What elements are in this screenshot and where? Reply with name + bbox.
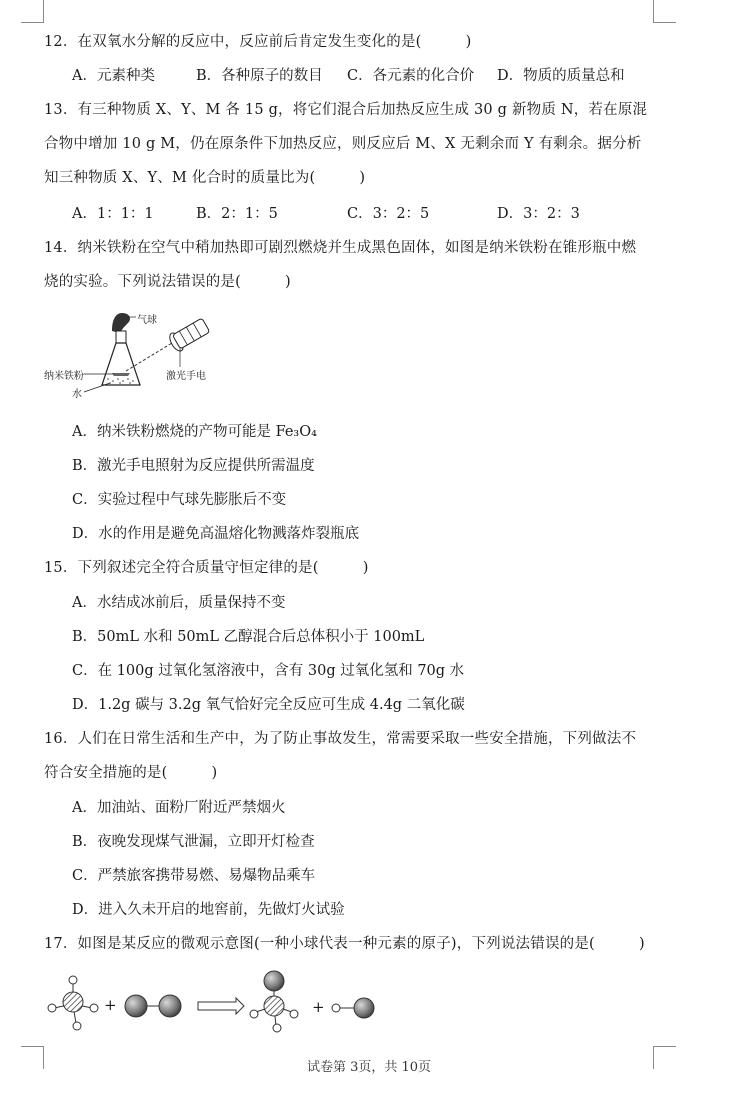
q14-option-a: A．纳米铁粉燃烧的产物可能是 Fe₃O₄ (72, 424, 317, 440)
q12-option-d: D．物质的质量总和 (497, 68, 625, 84)
page-footer: 试卷第 3页，共 10页 (306, 1060, 432, 1075)
q14-option-c: C．实验过程中气球先膨胀后不变 (72, 492, 287, 508)
q14-option-b: B．激光手电照射为反应提供所需温度 (72, 458, 315, 474)
q17-stem: 17．如图是某反应的微观示意图(一种小球代表一种元素的原子)，下列说法错误的是( ) (44, 936, 645, 952)
molecule-reaction-svg (40, 968, 380, 1034)
q13-option-b: B．2：1：5 (196, 206, 278, 222)
label-balloon: 气球 (137, 315, 157, 326)
q13-option-d: D．3：2：3 (497, 206, 580, 222)
reaction-arrow (198, 998, 244, 1014)
q15-option-a: A．水结成冰前后，质量保持不变 (72, 595, 286, 611)
reactant-molecule-1 (48, 976, 98, 1030)
label-water: 水 (72, 389, 82, 400)
flask-neck (116, 331, 126, 343)
balloon-shape (112, 313, 130, 333)
q16-option-a: A．加油站、面粉厂附近严禁烟火 (72, 800, 286, 816)
q15-option-c: C．在 100g 过氧化氢溶液中，含有 30g 过氧化氢和 70g 水 (72, 663, 465, 679)
q16-option-c: C．严禁旅客携带易燃、易爆物品乘车 (72, 868, 316, 884)
plus-sign-2: + (312, 998, 325, 1016)
q13-option-a: A．1：1：1 (72, 206, 154, 222)
q15-option-b: B．50mL 水和 50mL 乙醇混合后总体积小于 100mL (72, 629, 425, 645)
q13-stem-line-3: 知三种物质 X、Y、M 化合时的质量比为( ) (44, 170, 366, 186)
q16-option-b: B．夜晚发现煤气泄漏，立即开灯检查 (72, 834, 315, 850)
label-iron-powder: 纳米铁粉 (44, 371, 84, 382)
reactant-molecule-2 (125, 995, 181, 1017)
q12-stem: 12．在双氧水分解的反应中，反应前后肯定发生变化的是( ) (44, 34, 472, 50)
q13-stem-line-2: 合物中增加 10 g M，仍在原条件下加热反应，则反应后 M、X 无剩余而 Y 有剩余。据分析 (44, 136, 642, 152)
product-molecule-2 (332, 998, 374, 1018)
iron-powder (112, 373, 130, 376)
product-molecule-1 (250, 971, 298, 1032)
corner-mark-top-right (653, 0, 676, 23)
q16-stem-line-2: 符合安全措施的是( ) (44, 765, 218, 781)
q14-stem-line-1: 14．纳米铁粉在空气中稍加热即可剧烈燃烧并生成黑色固体，如图是纳米铁粉在锥形瓶中燃 (44, 240, 637, 256)
q16-option-d: D．进入久未开启的地窖前，先做灯火试验 (72, 902, 345, 918)
q12-option-c: C．各元素的化合价 (347, 68, 475, 84)
label-flashlight: 激光手电 (166, 371, 206, 382)
corner-mark-top-left (21, 0, 44, 23)
q12-option-a: A．元素种类 (72, 68, 155, 84)
q14-option-d: D．水的作用是避免高温熔化物溅落炸裂瓶底 (72, 526, 360, 542)
q16-stem-line-1: 16．人们在日常生活和生产中，为了防止事故发生，常需要采取一些安全措施，下列做法不 (44, 731, 637, 747)
q14-experiment-figure (40, 303, 240, 403)
plus-sign-1: + (104, 996, 117, 1014)
q15-stem: 15．下列叙述完全符合质量守恒定律的是( ) (44, 560, 369, 576)
q12-option-b: B．各种原子的数目 (196, 68, 323, 84)
q14-stem-line-2: 烧的实验。下列说法错误的是( ) (44, 274, 291, 290)
q13-option-c: C．3：2：5 (347, 206, 430, 222)
q17-reaction-diagram (40, 968, 380, 1034)
flashlight-shape (167, 316, 211, 353)
q15-option-d: D．1.2g 碳与 3.2g 氧气恰好完全反应可生成 4.4g 二氧化碳 (72, 697, 465, 713)
q13-stem-line-1: 13．有三种物质 X、Y、M 各 15 g，将它们混合后加热反应生成 30 g 新物质 N，若在原混 (44, 102, 648, 118)
